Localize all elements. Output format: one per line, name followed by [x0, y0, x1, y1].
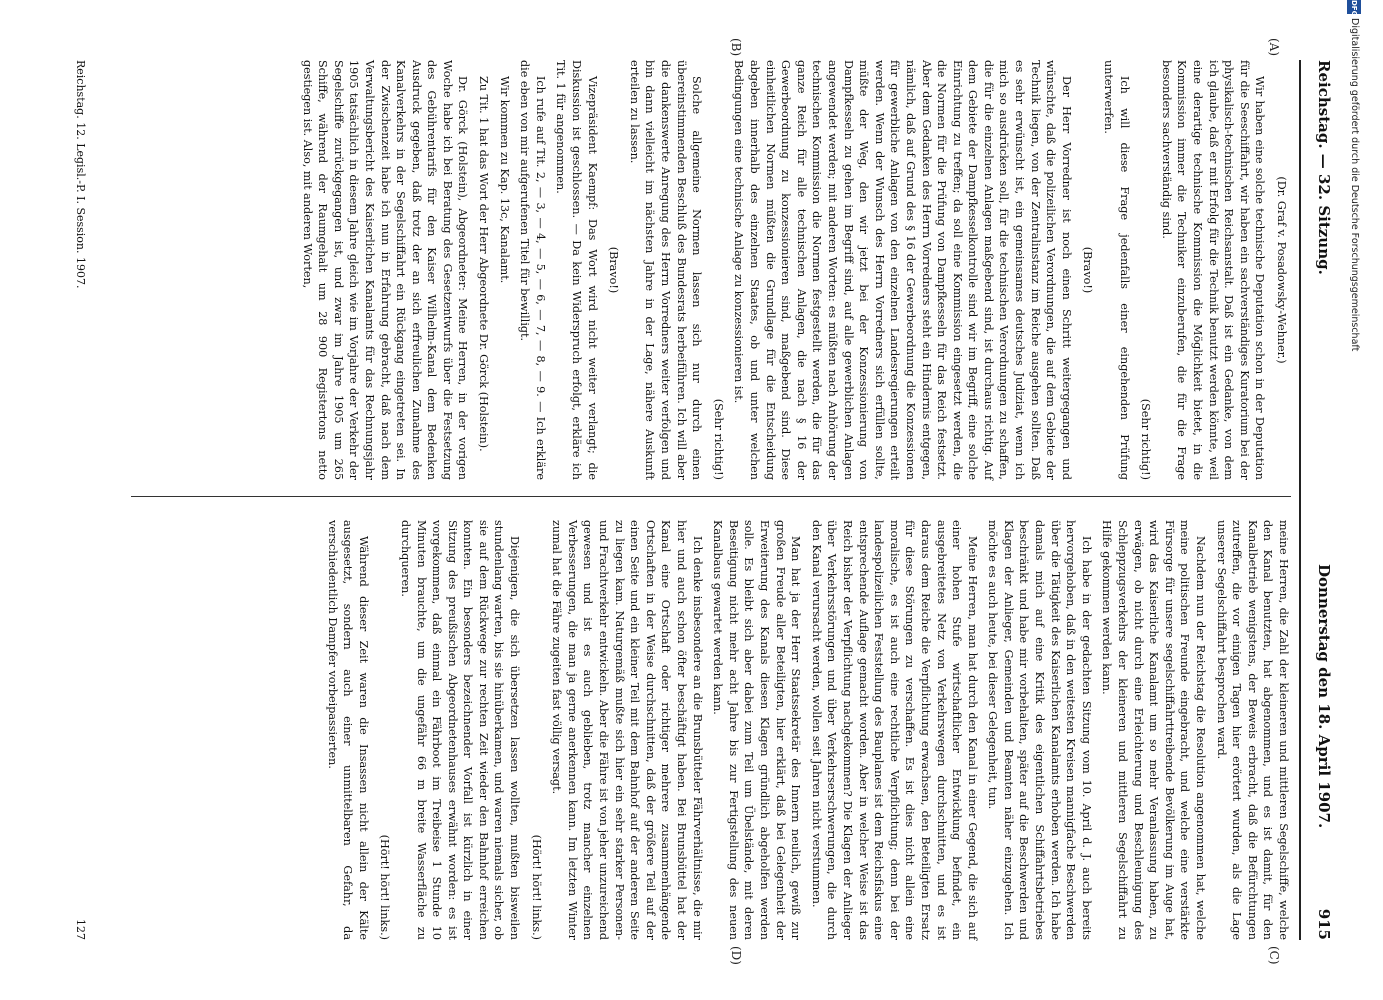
- footer-sheet-number: 127: [74, 919, 87, 940]
- header-date: Donnerstag den 18. April 1907.: [1315, 564, 1333, 829]
- paragraph: Dr. Görck (Holstein), Abgeordneter: Meine Herren, in der vorigen Woche habe ich bei Beratung des Gesetzentwurfs über die Festsetzung des Gebührentarifs für den Kaiser Wilhelm-Kanal dem Bedenken Ausdruck gegeben, daß trotz der an sich erfreulichen Zunahme des Kanalverkehrs in der Segelschiffahrt ein Rückgang eingetreten sei. In der Zwischenzeit habe ich nun in Erfahrung gebracht, daß nach dem Verwaltungsbericht des Kaiserlichen Kanalamts für das Rechnungsjahr 1905 tatsächlich in diesem Jahre gleich wie im Vorjahre der Verkehr der Segelschiffe zurückgegangen ist, und zwar im Jahre 1905 um 265 Schiffe, während der Raumgehalt um 28 900 Registertons netto gestiegen ist. Also, mit anderen Worten,: [300, 60, 470, 480]
- margin-mark-a: (A): [1267, 38, 1281, 57]
- right-column: [319, 520, 1291, 940]
- interjection: (Hört! hört! links.): [378, 834, 392, 940]
- paragraph: Solche allgemeine Normen lassen sich nur durch einen übereinstimmenden Beschluß des Bundesrats herbeiführen. Ich will aber die dankenswerte Anregung des Herrn Vorredners weiter verfolgen und bin dann vielleicht im nächsten Jahre in der Lage, nähere Auskunft erteilen zu lassen.: [627, 60, 704, 480]
- interjection: (Bravo!): [607, 246, 621, 294]
- paragraph: Ich denke insbesondere an die Brunsbütteler Fährverhältnisse, die mir hier und auch schon öfter beschäftigt haben. Bei Brunsbüttel hat der Kanal eine Ortschaft oder richtiger mehrere zusammenhängende Ortschaften in der Weise durchschnitten, daß der größere Teil auf der einen Seite und ein kleiner Teil mit dem Bahnhof auf der anderen Seite zu liegen kam. Naturgemäß mußte sich hier ein sehr starker Personen- und Frachtverkehr entwickeln. Aber die Fähre ist von jeher unzureichend gewesen und ist es auch geblieben, trotz mancher einzelnen Verbesserungen, die man ja gerne anerkennen kann. Im letzten Winter zumal hat die Fähre zugeiten fast völlig versagt.: [550, 520, 704, 940]
- margin-mark-c: (C): [1267, 946, 1281, 965]
- interjection: (Sehr richtig!): [1139, 398, 1153, 480]
- header-rule: [1299, 60, 1301, 940]
- interjection: (Hört! hört! links.): [529, 834, 543, 940]
- header-session: Reichstag. — 32. Sitzung.: [1315, 60, 1333, 275]
- paragraph: Vizepräsident Kaempf: Das Wort wird nicht weiter verlangt; die Diskussion ist geschlossen. — Da kein Widerspruch erfolgt, erkläre ich Tit. 1 für angenommen.: [554, 60, 599, 480]
- left-column: [294, 60, 1291, 480]
- margin-mark-b: (B): [729, 38, 743, 57]
- dfg-logo-icon: DFG: [1347, 0, 1361, 14]
- interjection: (Sehr richtig!): [711, 398, 725, 480]
- paragraph: Diejenigen, die sich übersetzen lassen wollten, mußten bisweilen stundenlang warten, bis sie hinüberkamen, und waren niemals sicher, ob sie auf dem Rückwege zur rechten Zeit wieder den Bahnhof erreichen konnten. Ein besonders bezeichnender Vorfall ist kürzlich in einer Sitzung des preußischen Abgeordnetenhauses erwähnt worden: es ist vorgekommen, daß einmal ein Fährboot im Treibeise 1 Stunde 10 Minuten brauchte, um die ungefähr 66 m breite Wasserfläche zu durchqueren.: [398, 520, 522, 940]
- footer-legislature: Reichstag. 12. Legisl.-P. I. Session. 1907.: [74, 60, 87, 289]
- digitization-credit: [1341, 0, 1363, 1000]
- margin-mark-d: (D): [729, 946, 743, 965]
- page-footer: [69, 60, 87, 940]
- paragraph: Ich will diese Frage jedenfalls einer eingehenden Prüfung unterwerfen.: [1102, 60, 1131, 480]
- paragraph: Der Herr Vorredner ist noch einen Schritt weitergegangen und wünschte, daß die polizeilichen Verordnungen, die auf dem Gebiete der Technik liegen, von der Zentralinstanz im Reiche ausgehen sollten. Daß es sehr erwünscht ist, ein gemeinsames deutsches Judiziat, wenn ich mich so ausdrücken soll, für die technischen Verordnungen zu schaffen, die für die einzelnen Anlagen maßgebend sind, ist durchaus richtig. Auf dem Gebiete der Dampfkesselkontrolle sind wir im Begriff, eine solche Einrichtung zu treffen; da soll eine Kommission eingesetzt werden, die die Normen für die Prüfung von Dampfkesseln für das Reich festsetzt. Aber dem Gedanken des Herrn Vorredners steht ein Hindernis entgegen, nämlich, daß auf Grund des § 16 der Gewerbeordnung die Konzessionen für gewerbliche Anlagen von den einzelnen Landesregierungen erteilt werden. Wenn der Wunsch des Herrn Vorredners sich erfüllen sollte, müßte der Weg, den wir jetzt bei der Konzessionierung von Dampfkesseln zu gehen im Begriff sind, auf alle gewerblichen Anlagen angewendet werden; mit anderen Worten: es müßten nach Anhörung der technischen Kommission die Normen festgestellt werden, die für das ganze Reich für alle technischen Anlagen, die nach § 16 der Gewerbeordnung zu konzessionieren sind, maßgebend sind. Diese einheitlichen Normen müßten die Grundlage für die Entscheidung abgeben innerhalb des einzelnen Staates, ob und unter welchen Bedingungen eine technische Anlage zu konzessionieren ist.: [732, 60, 1073, 480]
- paragraph: Zu Tit. 1 hat das Wort der Herr Abgeordnete Dr. Görck (Holstein).: [477, 76, 491, 452]
- page-number: 915: [1315, 908, 1333, 940]
- speaker-note: (Dr. Graf v. Posadowsky-Wehner.): [1275, 176, 1288, 364]
- header-date-page: [1315, 564, 1333, 940]
- paragraph: meine Herren, die Zahl der kleineren und mittleren Segelschiffe, welche den Kanal benutzten, hat abgenommen, und es ist damit, für den Kanalbetrieb wenigstens, der Beweis erbracht, daß die Befürchtungen zutreffen, die vor einigen Tagen hier erörtert wurden, als die Lage unserer Segelschiffahrt besprochen ward.: [1214, 520, 1290, 940]
- paragraph: Man hat ja der Herr Staatssekretär des Innern neulich, gewiß zur großen Freude aller Beteiligten, hier erklärt, daß bei Gelegenheit der Erweiterung des Kanals diesen Klagen gründlich abgeholfen werden solle. Es bleibt sich aber dabei zum Teil um Übelstände, mit deren Beseitigung nicht mehr acht Jahre bis zur Fertigstellung des neuen Kanalbaus gewartet werden kann.: [711, 520, 803, 940]
- column-divider: [131, 496, 1291, 497]
- interjection: (Bravo!): [1081, 246, 1095, 294]
- paragraph: Während dieser Zeit waren die Insassen nicht allein der Kälte ausgesetzt, sondern auch einer unmittelbaren Gefahr, da verschiedentlich Dampfer vorbeipassierten.: [325, 520, 370, 940]
- paragraph: Wir haben eine solche technische Deputation schon in der Deputation für die Seeschiffahrt, wir haben ein sachverständiges Kuratorium bei der physikalisch-technischen Reichsanstalt. Daß ist ein Gedanke, von dem ich glaube, daß er mit Erfolg für die Technik benutzt werden könnte, weil eine derartige technische Kommission die Möglichkeit bietet, in die Kommission immer die Techniker einzuberufen, die für die Frage besonders sachverständig sind.: [1159, 60, 1267, 480]
- paragraph: Wir kommen zu Kap. 13c, Kanalamt.: [497, 76, 511, 284]
- paragraph: Meine Herren, man hat durch den Kanal in einer Gegend, die sich auf einer hohen Stufe wirtschaftlicher Entwicklung befindet, ein ausgebreitetes Netz von Verkehrswegen durchschnitten, und es ist daraus dem Reiche die Verpflichtung erwachsen, den Beteiligten Ersatz für diese Störungen zu verschaffen. Es ist dies nicht allein eine moralische, es ist auch eine rechtliche Verpflichtung; denn bei der landespolizeilichen Feststellung des Bauplanes ist dem Reichsfiskus eine entsprechende Auflage gemacht worden. Aber in welcher Weise ist das Reich bisher der Verpflichtung nachgekommen? Die Klagen der Anlieger über Verkehrsstörungen und über Verkehrserschwerungen, die durch den Kanal verursacht werden, wollen seit Jahren nicht verstummen.: [809, 520, 979, 940]
- credit-text: Digitalisierung gefördert durch die Deutsche Forschungsgemeinschaft: [1349, 18, 1360, 352]
- paragraph: Ich rufe auf Tit. 2, — 3, — 4, — 5, — 6, — 7, — 8, — 9. — Ich erkläre die eben von mir aufgerufenen Titel für bewilligt.: [518, 60, 547, 480]
- page-header: [1309, 60, 1333, 940]
- paragraph: Ich habe in der gedachten Sitzung vom 10. April d. J. auch bereits hervorgehoben, daß in den weitesten Kreisen mannigfache Beschwerden über die Tätigkeit des Kaiserlichen Kanalamts erhoben werden. Ich habe damals mich auf eine Kritik des eigentlichen Schiffahrtsbetriebes beschränkt und habe mir vorbehalten, später auf die Beschwerden und Klagen der Anlieger, Gemeinden und Beamten näher einzugehen. Ich möchte es auch heute, bei dieser Gelegenheit, tun.: [986, 520, 1093, 940]
- paragraph: Nachdem nun der Reichstag die Resolution angenommen hat, welche meine politischen Freunde eingebracht, und welche eine verstärkte Fürsorge für unsere segelschiffahrttreibende Bevölkerung im Auge hat, wird das Kaiserliche Kanalamt um so mehr Veranlassung haben, zu erwägen, ob nicht durch eine Erleichterung und Beschleunigung des Schleppzugsverkehrs der kleineren und mittleren Segelschiffahrt zu Hilfe gekommen werden kann.: [1100, 520, 1208, 940]
